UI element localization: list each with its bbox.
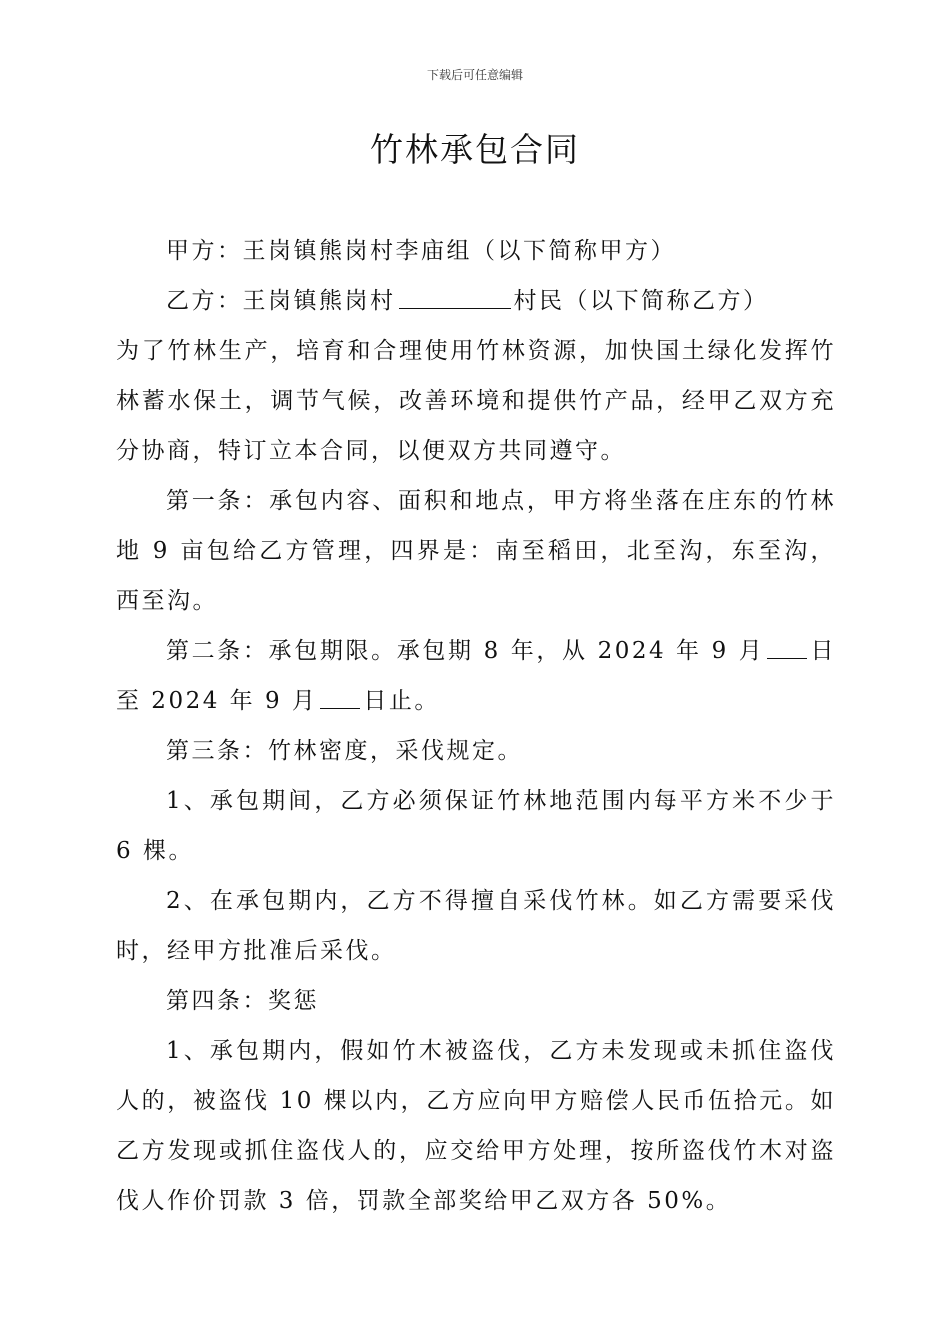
article-2-part-3: 日止。 (363, 688, 440, 714)
article-3-item-1: 1、承包期间，乙方必须保证竹林地范围内每平方米不少于 6 棵。 (116, 788, 836, 864)
article-1: 第一条：承包内容、面积和地点，甲方将坐落在庄东的竹林地 9 亩包给乙方管理，四界是：南至稻田，北至沟，东至沟，西至沟。 (116, 488, 836, 614)
party-b-line (116, 276, 836, 326)
document-title: 竹林承包合同 (370, 130, 580, 169)
article-4-item-1: 1、承包期内，假如竹木被盗伐，乙方未发现或未抓住盗伐人的，被盗伐 10 棵以内，乙方应向甲方赔偿人民币伍拾元。如乙方发现或抓住盗伐人的，应交给甲方处理，按所盗伐竹木对盗伐人作价罚款 3 倍，罚款全部奖给甲乙双方各 50%。 (116, 1038, 836, 1214)
end-day-blank (320, 684, 360, 709)
party-b-group-blank (399, 284, 511, 309)
article-3-item-2: 2、在承包期内，乙方不得擅自采伐竹林。如乙方需要采伐时，经甲方批准后采伐。 (116, 888, 836, 964)
preamble-paragraph: 为了竹林生产，培育和合理使用竹林资源，加快国土绿化发挥竹林蓄水保土，调节气候，改善环境和提供竹产品，经甲乙双方充分协商，特订立本合同，以便双方共同遵守。 (116, 338, 836, 464)
party-a-line: 甲方：王岗镇熊岗村李庙组（以下简称甲方） (166, 238, 676, 264)
article-2-part-2: 日至 2024 年 9 月 (116, 638, 836, 714)
article-4-heading: 第四条：奖惩 (166, 988, 319, 1014)
party-b-text-before: 乙方：王岗镇熊岗村 (166, 288, 396, 314)
contract-body (116, 226, 836, 1226)
header-note: 下载后可任意编辑 (426, 68, 523, 82)
start-day-blank (767, 634, 807, 659)
article-2-part-1: 第二条：承包期限。承包期 8 年，从 2024 年 9 月 (166, 638, 765, 664)
article-3-heading: 第三条：竹林密度，采伐规定。 (166, 738, 523, 764)
article-2 (116, 626, 836, 726)
party-b-text-after: 村民（以下简称乙方） (513, 288, 769, 314)
